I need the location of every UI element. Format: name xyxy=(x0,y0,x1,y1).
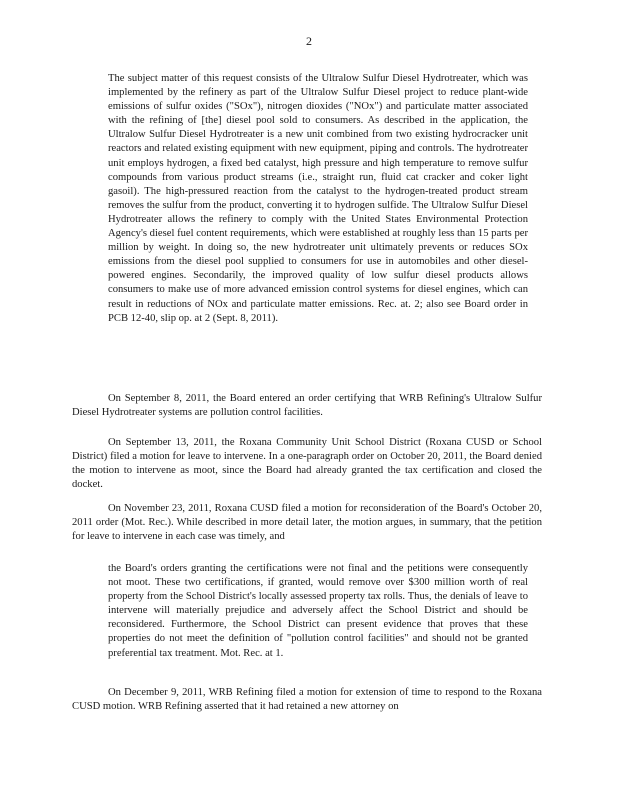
block-quote-project-description: The subject matter of this request consists of the Ultralow Sulfur Diesel Hydrotreater, which was implemented by the refinery as part of the Ultralow Sulfur Diesel project to reduce plant-wide emissions of sulfur oxides ("SOx"), nitrogen dioxides ("NOx") and particulate matter associated with the refining of [the] diesel pool sold to consumers. As described in the application, the Ultralow Sulfur Diesel Hydrotreater is a new unit combined from two existing hydrocracker unit reactors and related existing equipment with new equipment, piping and controls. The hydrotreater unit employs hydrogen, a fixed bed catalyst, high pressure and high temperature to remove sulfur compounds from various product streams (i.e., straight run, fluid cat cracker and coker light gasoil). The high-pressured reaction from the catalyst to the hydrogen-treated product stream removes the sulfur from the product, converting it to hydrogen sulfide. The Ultralow Sulfur Diesel Hydrotreater allows the refinery to comply with the United States Environmental Protection Agency's diesel fuel content requirements, which were established at roughly less than 15 parts per million by weight. In doing so, the new hydrotreater unit ultimately prevents or reduces SOx emissions from the diesel pool supplied to consumers for use in automobiles and other diesel-powered engines. Secondarily, the improved quality of low sulfur diesel products allows consumers to make use of more advanced emission control systems for diesel engines, which can result in reductions of NOx and particulate matter emissions. Rec. at. 2; also see Board order in PCB 12-40, slip op. at 2 (Sept. 8, 2011). xyxy=(108,73,528,324)
page-number: 2 xyxy=(306,34,312,48)
paragraph-board-certification: On September 8, 2011, the Board entered an order certifying that WRB Refining's Ultralow Sulfur Diesel Hydrotreater systems are pollution control facilities. xyxy=(72,393,542,419)
paragraph-motion-for-extension: On December 9, 2011, WRB Refining filed a motion for extension of time to respond to the Roxana CUSD motion. WRB Refining asserted that it had retained a new attorney on xyxy=(72,687,542,713)
block-quote-school-district-argument: the Board's orders granting the certifications were not final and the petitions were consequently not moot. These two certifications, if granted, would remove over $300 million worth of real property from the School District's locally assessed property tax rolls. Thus, the denials of leave to intervene will materially prejudice and adversely affect the School District and should be reconsidered. Furthermore, the School District can present evidence that proves that these properties do not meet the definition of "pollution control facilities" and should not be granted preferential tax treatment. Mot. Rec. at 1. xyxy=(108,563,528,659)
paragraph-motion-for-reconsideration: On November 23, 2011, Roxana CUSD filed a motion for reconsideration of the Board's October 20, 2011 order (Mot. Rec.). While described in more detail later, the motion argues, in summary, that the petition for leave to intervene in each case was timely, and xyxy=(72,503,542,543)
paragraph-motion-to-intervene: On September 13, 2011, the Roxana Community Unit School District (Roxana CUSD or School District) filed a motion for leave to intervene. In a one-paragraph order on October 20, 2011, the Board denied the motion to intervene as moot, since the Board had already granted the tax certification and closed the docket. xyxy=(72,437,542,491)
